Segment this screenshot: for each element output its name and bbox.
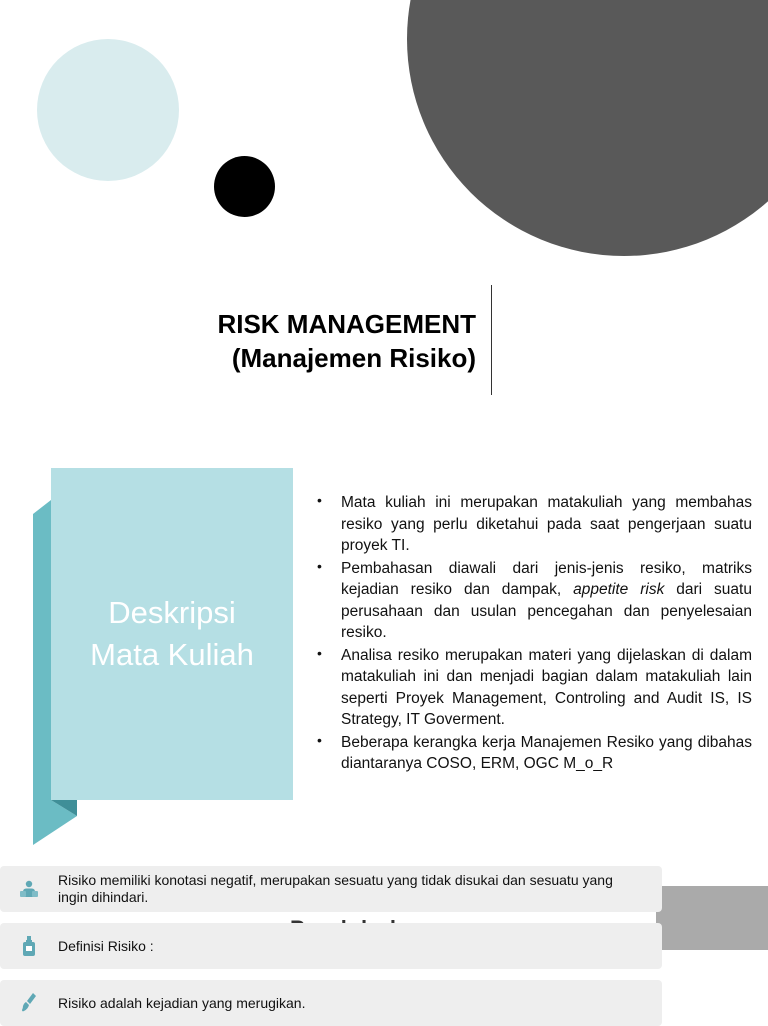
bullet-marker: • — [317, 731, 322, 748]
bullet-text: Beberapa kerangka kerja Manajemen Resiko yang dibahas diantaranya COSO, ERM, OGC M_o_R — [341, 733, 752, 772]
ribbon-line-1: Deskripsi — [108, 595, 236, 630]
title-divider — [491, 285, 492, 395]
description-bullets — [315, 492, 752, 776]
title-line-2: (Manajemen Risiko) — [231, 343, 476, 373]
bullet-marker: • — [317, 644, 322, 661]
decorative-light-circle — [37, 39, 179, 181]
bullet-item — [315, 732, 752, 775]
people-icon — [19, 879, 39, 899]
title-line-1: RISK MANAGEMENT — [217, 309, 476, 339]
row-text: Risiko adalah kejadian yang merugikan. — [58, 994, 306, 1011]
list-item — [0, 923, 662, 969]
bullet-item — [315, 492, 752, 557]
slide-title — [120, 307, 476, 375]
bullet-text: dari suatu perusahaan dan usulan pencegahan dan penyelesaian resiko. — [341, 581, 752, 641]
bullet-text: Analisa resiko merupakan materi yang dijelaskan di dalam matakuliah ini dan menjadi bagian dalam matakuliah lain seperti Proyek Management, Controling and Audit IS, IS Strategy, IT Goverment. — [341, 646, 752, 728]
row-text: Risiko memiliki konotasi negatif, merupakan sesuatu yang tidak disukai dan sesuatu yang ingin dihindari. — [58, 872, 613, 905]
bullet-item — [315, 645, 752, 731]
list-item — [0, 980, 662, 1026]
bullet-marker: • — [317, 492, 322, 508]
bottle-icon — [19, 935, 39, 957]
bullet-item — [315, 558, 752, 644]
decorative-gray-block — [656, 886, 768, 950]
brush-icon — [19, 992, 39, 1014]
list-item — [0, 866, 662, 912]
course-description-label — [51, 468, 293, 800]
row-text: Definisi Risiko : — [58, 937, 154, 954]
bullet-italic-term: appetite risk — [573, 581, 665, 598]
decorative-dark-circle — [407, 0, 768, 256]
decorative-black-circle — [214, 156, 275, 217]
ribbon-line-2: Mata Kuliah — [90, 637, 254, 672]
bullet-text: Pembahasan diawali dari jenis-jenis resiko, matriks kejadian resiko dan dampak, — [341, 559, 752, 598]
bullet-text: Mata kuliah ini merupakan matakuliah yang membahas resiko yang perlu diketahui pada saat pengerjaan suatu proyek TI. — [341, 494, 752, 554]
bullet-marker: • — [317, 557, 322, 574]
